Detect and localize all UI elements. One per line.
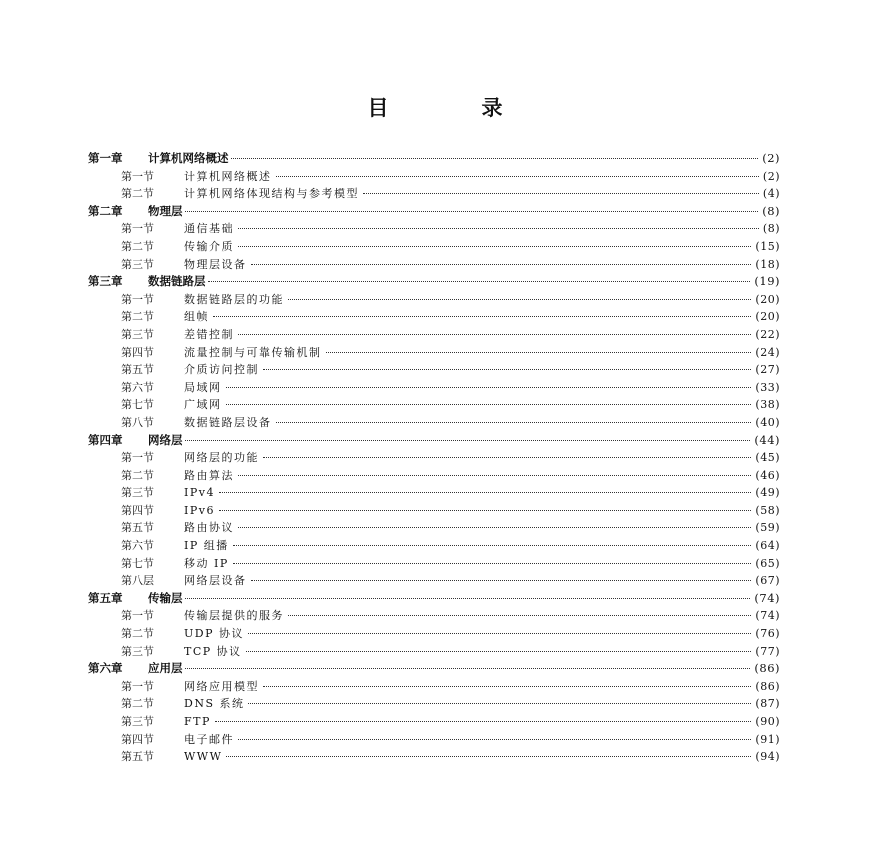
section-number: 第四节 [121, 345, 154, 359]
dot-leader [208, 281, 751, 282]
dot-leader [226, 404, 752, 405]
dot-leader [238, 475, 751, 476]
page-number: (64) [755, 539, 780, 553]
chapter-number: 第二章 [88, 203, 123, 218]
section-title: DNS 系统 [184, 697, 245, 711]
dot-leader [263, 369, 751, 370]
page-number: (94) [755, 750, 780, 764]
chapter-number: 第四章 [88, 432, 123, 447]
section-title: 网络层设备 [184, 574, 247, 588]
dot-leader [276, 176, 759, 177]
page-number: (2) [762, 169, 780, 183]
dot-leader [226, 387, 752, 388]
section-title: TCP 协议 [184, 644, 242, 658]
page-number: (8) [762, 222, 780, 236]
chapter-title: 应用层 [148, 661, 183, 676]
section-title: 网络层的功能 [184, 451, 259, 465]
dot-leader [263, 686, 751, 687]
section-number: 第二节 [121, 239, 154, 253]
toc-section-row [88, 625, 780, 643]
toc-section-row [88, 379, 780, 397]
dot-leader [185, 598, 751, 599]
section-number: 第二节 [121, 697, 154, 711]
dot-leader [326, 352, 752, 353]
dot-leader [215, 721, 752, 722]
page-number: (20) [755, 292, 780, 306]
dot-leader [238, 739, 751, 740]
chapter-number: 第五章 [88, 590, 123, 605]
page-number: (76) [755, 627, 780, 641]
page-number: (65) [755, 556, 780, 570]
chapter-number: 第六章 [88, 661, 123, 676]
toc-chapter-row [88, 203, 780, 221]
page-number: (24) [755, 345, 780, 359]
page-number: (91) [755, 732, 780, 746]
section-number: 第四节 [121, 503, 154, 517]
toc-section-row [88, 467, 780, 485]
toc-section-row [88, 555, 780, 573]
dot-leader [363, 193, 759, 194]
dot-leader [226, 756, 751, 757]
section-number: 第二节 [121, 627, 154, 641]
section-title: 计算机网络概述 [184, 169, 272, 183]
toc-section-row [88, 326, 780, 344]
section-number: 第三节 [121, 327, 154, 341]
section-number: 第二节 [121, 468, 154, 482]
dot-leader [248, 703, 751, 704]
toc-section-row [88, 678, 780, 696]
section-title: 通信基础 [184, 222, 234, 236]
section-number: 第二节 [121, 187, 154, 201]
dot-leader [233, 545, 752, 546]
page-number: (44) [754, 432, 780, 447]
page-number: (18) [755, 257, 780, 271]
dot-leader [219, 492, 751, 493]
toc-section-row [88, 414, 780, 432]
section-number: 第一节 [121, 222, 154, 236]
section-title: 路由协议 [184, 521, 234, 535]
page-number: (46) [755, 468, 780, 482]
table-of-contents [88, 150, 780, 766]
section-number: 第一节 [121, 679, 154, 693]
page-number: (90) [755, 715, 780, 728]
chapter-title: 计算机网络概述 [148, 151, 229, 165]
section-title: 路由算法 [184, 468, 234, 482]
dot-leader [238, 246, 751, 247]
dot-leader [251, 580, 752, 581]
section-title: 差错控制 [184, 327, 234, 341]
section-number: 第六节 [121, 539, 154, 553]
dot-leader [238, 228, 759, 229]
section-title: 传输介质 [184, 239, 234, 253]
page-number: (38) [755, 398, 780, 412]
toc-section-row [88, 572, 780, 590]
dot-leader [185, 440, 751, 441]
dot-leader [219, 510, 751, 511]
toc-chapter-row [88, 660, 780, 678]
dot-leader [276, 422, 752, 423]
page-number: (22) [755, 327, 780, 341]
page-number: (86) [755, 679, 780, 693]
section-number: 第三节 [121, 715, 154, 728]
dot-leader [263, 457, 751, 458]
chapter-title: 网络层 [148, 432, 183, 447]
toc-section-row [88, 713, 780, 731]
section-title: 局域网 [184, 380, 222, 394]
section-title: IPv6 [184, 503, 215, 517]
page-number: (59) [755, 521, 780, 535]
toc-section-row [88, 519, 780, 537]
section-number: 第八层 [121, 574, 154, 588]
toc-section-row [88, 449, 780, 467]
page-number: (19) [754, 274, 780, 289]
section-number: 第五节 [121, 521, 154, 535]
toc-section-row [88, 291, 780, 309]
section-number: 第三节 [121, 644, 154, 658]
toc-chapter-row [88, 273, 780, 291]
section-number: 第一节 [121, 451, 154, 465]
section-number: 第一节 [121, 609, 154, 623]
dot-leader [238, 527, 751, 528]
toc-section-row [88, 396, 780, 414]
dot-leader [246, 651, 752, 652]
section-title: 流量控制与可靠传输机制 [184, 345, 322, 359]
toc-section-row [88, 220, 780, 238]
chapter-title: 物理层 [148, 203, 183, 218]
section-number: 第二节 [121, 310, 154, 324]
page-number: (8) [762, 203, 780, 218]
page-number: (74) [755, 609, 780, 623]
section-number: 第四节 [121, 732, 154, 746]
toc-section-row [88, 748, 780, 766]
page-number: (87) [755, 697, 780, 711]
toc-section-row [88, 256, 780, 274]
section-title: 移动 IP [184, 556, 229, 570]
toc-section-row [88, 238, 780, 256]
page-number: (33) [755, 380, 780, 394]
page-number: (49) [755, 486, 780, 500]
section-number: 第五节 [121, 750, 154, 764]
section-title: WWW [184, 750, 223, 764]
page-number: (45) [755, 451, 780, 465]
dot-leader [238, 334, 751, 335]
toc-section-row [88, 695, 780, 713]
section-title: UDP 协议 [184, 627, 244, 641]
toc-section-row [88, 537, 780, 555]
section-title: 物理层设备 [184, 257, 247, 271]
section-title: 广域网 [184, 398, 222, 412]
section-number: 第八节 [121, 415, 154, 429]
toc-chapter-row [88, 432, 780, 450]
section-title: 数据链路层的功能 [184, 292, 284, 306]
page-number: (67) [755, 574, 780, 588]
toc-section-row [88, 484, 780, 502]
chapter-title: 数据链路层 [148, 274, 206, 289]
chapter-number: 第一章 [88, 151, 123, 165]
toc-section-row [88, 607, 780, 625]
page-number: (58) [755, 503, 780, 517]
section-title: 电子邮件 [184, 732, 234, 746]
section-title: 介质访问控制 [184, 363, 259, 377]
section-number: 第一节 [121, 169, 154, 183]
dot-leader [185, 211, 759, 212]
dot-leader [213, 316, 751, 317]
toc-section-row [88, 643, 780, 661]
dot-leader [288, 299, 751, 300]
section-number: 第六节 [121, 380, 154, 394]
page-number: (74) [754, 590, 780, 605]
dot-leader [288, 615, 751, 616]
section-number: 第五节 [121, 363, 154, 377]
section-title: IPv4 [184, 486, 215, 500]
dot-leader [251, 264, 752, 265]
section-number: 第七节 [121, 556, 154, 570]
dot-leader [185, 668, 751, 669]
dot-leader [248, 633, 751, 634]
toc-section-row [88, 185, 780, 203]
page-number: (77) [755, 644, 780, 658]
dot-leader [233, 563, 752, 564]
toc-chapter-row [88, 590, 780, 608]
section-number: 第三节 [121, 486, 154, 500]
toc-section-row [88, 361, 780, 379]
section-title: 网络应用模型 [184, 679, 259, 693]
page-number: (15) [755, 239, 780, 253]
toc-section-row [88, 168, 780, 186]
section-title: IP 组播 [184, 539, 229, 553]
page-title: 目 录 [367, 95, 539, 120]
page-number: (2) [762, 151, 780, 165]
section-number: 第七节 [121, 398, 154, 412]
section-title: 数据链路层设备 [184, 415, 272, 429]
section-number: 第三节 [121, 257, 154, 271]
chapter-number: 第三章 [88, 274, 123, 289]
toc-chapter-row [88, 150, 780, 168]
section-title: 组帧 [184, 310, 209, 324]
section-title: 传输层提供的服务 [184, 609, 284, 623]
section-title: 计算机网络体现结构与参考模型 [184, 187, 359, 201]
page-number: (4) [762, 187, 780, 201]
page-number: (40) [755, 415, 780, 429]
toc-section-row [88, 502, 780, 520]
page-number: (86) [754, 661, 780, 676]
toc-section-row [88, 731, 780, 749]
page-number: (20) [755, 310, 780, 324]
chapter-title: 传输层 [148, 590, 183, 605]
section-title: FTP [184, 715, 211, 728]
toc-section-row [88, 308, 780, 326]
section-number: 第一节 [121, 292, 154, 306]
toc-section-row [88, 344, 780, 362]
dot-leader [231, 158, 759, 159]
page-number: (27) [755, 363, 780, 377]
